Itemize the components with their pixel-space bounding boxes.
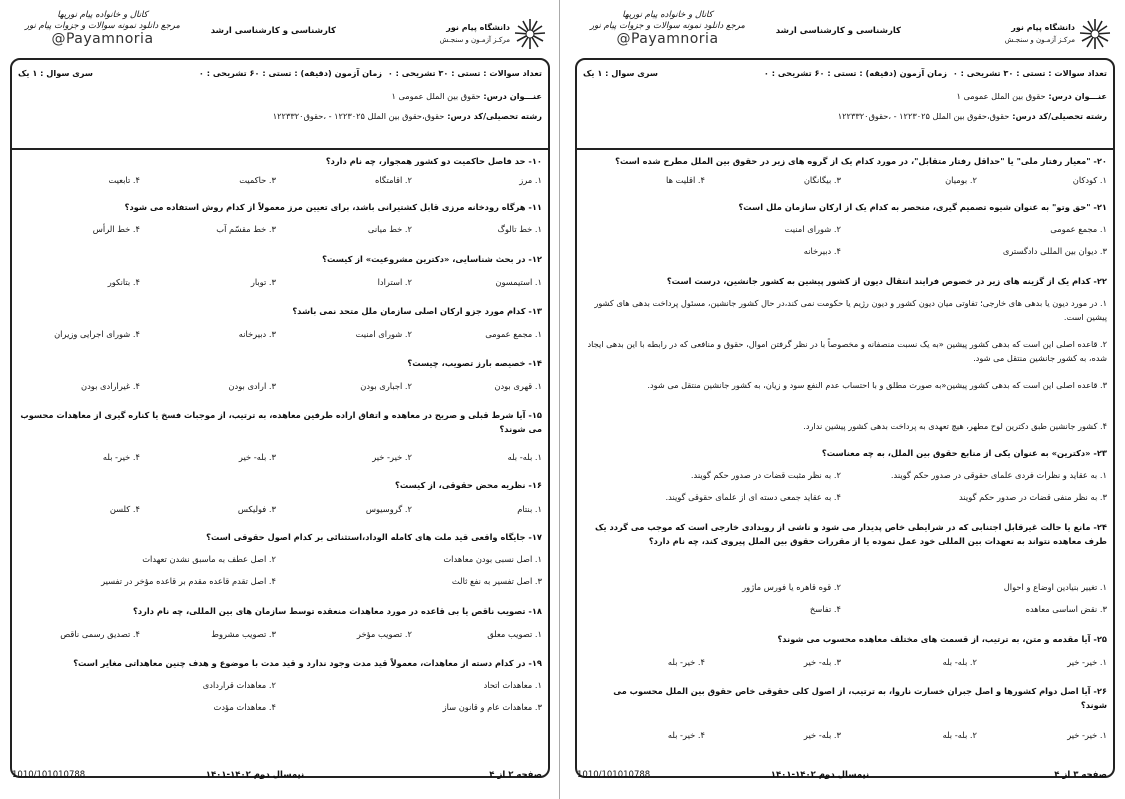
option-1[interactable]: ۱. به عقاید و نظرات فردی علمای حقوقی در صدور حکم گویند. — [890, 470, 1107, 480]
page-number: صفحه ۲ از ۴ — [489, 770, 542, 780]
option-3[interactable]: ۳. تصویب مشروط — [211, 629, 276, 639]
footer-rule — [1007, 776, 1037, 778]
question-text: ۲۱- "حق وتو" به عنوان شیوه تصمیم گیری، منحصر به کدام یک از ارکان سازمان ملل است؟ — [738, 202, 1107, 212]
option-2[interactable]: ۲. شورای امنیت — [355, 329, 412, 339]
option-1[interactable]: ۱. در مورد دیون یا بدهی های خارجی؛ تفاوتی میان دیون کشور و دیون رژیم یا حکومت نمی کند،در حال کشور جانشین، مسئول پرداخت بدهی های کشور پیشین است. — [594, 298, 1107, 322]
page-top-banner — [571, 10, 1119, 55]
question-10 — [20, 154, 542, 168]
question-16 — [20, 478, 542, 492]
course-field: حقوق،حقوق بین الملل ۱۲۲۳۰۲۵ - ،حقوق۱۲۲۳۳۲۰ — [837, 111, 1010, 121]
question-list — [12, 154, 548, 776]
footer-rule — [442, 776, 472, 778]
question-text: ۲۰- "معیار رفتار ملی" یا "حداقل رفتار متقابل"، در مورد کدام یک از گروه های زیر در حقوق بین الملل مطرح شده است؟ — [615, 156, 1107, 166]
channel-handle: @Payamnoria — [51, 31, 154, 47]
question-text: ۱۵- آیا شرط قبلی و صریح در معاهده و اتفاق اراده طرفین معاهده، به ترتیب، از موجبات فسخ یا کناره گیری از معاهدات محسوب می شوند؟ — [20, 410, 542, 434]
channel-handle: @Payamnoria — [616, 31, 719, 47]
option-4[interactable]: ۴. خیر- بله — [667, 657, 705, 667]
question-text: ۱۹- در کدام دسته از معاهدات، معمولاً قید مدت وجود ندارد و قید مدت با موضوع و هدف چنین معاهداتی مغایر است؟ — [73, 658, 542, 668]
question-text: ۲۶- آیا اصل دوام کشورها و اصل جبران خسارت ناروا، به ترتیب، از اصول کلی حقوقی خاص حقوق بین الملل محسوب می شوند؟ — [613, 686, 1107, 710]
page-footer — [8, 770, 552, 784]
exam-info-header — [12, 60, 548, 150]
course-title: حقوق بین الملل عمومی ۱ — [391, 91, 481, 101]
option-1[interactable]: ۱. اصل نسبی بودن معاهدات — [443, 554, 542, 564]
semester-label: نیمسال دوم ۱۴۰۲-۱۴۰۱ — [205, 770, 305, 780]
question-24 — [585, 520, 1107, 548]
question-26 — [585, 684, 1107, 712]
course-title: حقوق بین الملل عمومی ۱ — [956, 91, 1046, 101]
question-text: ۲۲- کدام یک از گزینه های زیر در خصوص فرایند انتقال دیون از کشور پیشین به کشور جانشین، درست است؟ — [666, 276, 1107, 286]
question-text: ۱۲- در بحث شناسایی، «دکترین مشروعیت» از کیست؟ — [322, 254, 542, 264]
footer-rule — [653, 776, 763, 778]
question-text: ۲۵- آیا مقدمه و متن، به ترتیب، از قسمت های مختلف معاهده محسوب می شوند؟ — [777, 634, 1107, 644]
page-top-banner — [6, 10, 554, 55]
sunburst-logo-icon — [1079, 18, 1111, 50]
option-1[interactable]: ۱. خط تالوگ — [497, 224, 542, 234]
option-4[interactable]: ۴. دبیرخانه — [803, 246, 841, 256]
exam-center-name: مرکـز آزمـون و سنجـش — [439, 36, 510, 44]
option-1[interactable]: ۱. بله- بله — [507, 452, 542, 462]
option-3[interactable]: ۳. بله- خیر — [803, 730, 841, 740]
option-3[interactable]: ۳. بیگانگان — [803, 175, 841, 185]
option-4[interactable]: ۴. خیر- بله — [102, 452, 140, 462]
option-1[interactable]: ۱. کودکان — [1072, 175, 1107, 185]
option-4[interactable]: ۴. معاهدات مؤدت — [213, 702, 276, 712]
exam-info-header — [577, 60, 1113, 150]
exam-code: 1010/101010788 — [577, 770, 651, 780]
course-title-label: عنـــوان درس: — [483, 91, 542, 101]
option-3[interactable]: ۳. ارادی بودن — [228, 381, 276, 391]
question-13 — [20, 304, 542, 318]
option-3[interactable]: ۳. خط مقسّم آب — [216, 224, 276, 234]
question-20 — [585, 154, 1107, 168]
course-field-row — [273, 111, 542, 121]
question-19 — [20, 656, 542, 670]
university-logo — [961, 14, 1111, 54]
exam-code: 1010/101010788 — [12, 770, 86, 780]
question-text: ۱۰- حد فاصل حاکمیت دو کشور همجوار، چه نام دارد؟ — [325, 156, 542, 166]
exam-frame — [575, 58, 1115, 778]
question-series: سری سوال : ۱ یک — [18, 68, 93, 78]
option-2[interactable]: ۲. بله- بله — [942, 730, 977, 740]
course-field: حقوق،حقوق بین الملل ۱۲۲۳۰۲۵ - ،حقوق۱۲۲۳۳۲۰ — [272, 111, 445, 121]
exam-center-name: مرکـز آزمـون و سنجـش — [1004, 36, 1075, 44]
option-4[interactable]: ۴. کشور جانشین طبق دکترین لوح مطهر، هیچ تعهدی به پرداخت بدهی کشور پیشین ندارد. — [803, 421, 1107, 431]
question-text: ۲۴- مانع یا حالت غیرقابل اجتنابی که در شرایطی خاص پدیدار می شود و ناشی از رویدادی خارجی است که موجب می گردد یک طرف معاهده نتواند به تعهدات بین المللی خود عمل نموده یا از مقررات حقوق بین الملل پیروی کند، چه نام دارد؟ — [594, 522, 1107, 546]
sunburst-logo-icon — [514, 18, 546, 50]
option-2[interactable]: ۲. شورای امنیت — [784, 224, 841, 234]
course-field-label: رشته تحصیلی/کد درس: — [1012, 111, 1107, 121]
option-4[interactable]: ۴. شورای اجرایی وزیران — [54, 329, 140, 339]
question-series: سری سوال : ۱ یک — [583, 68, 658, 78]
option-4[interactable]: ۴. غیرارادی بودن — [81, 381, 140, 391]
option-2[interactable]: ۲. اجباری بودن — [360, 381, 412, 391]
option-2[interactable]: ۲. خط میانی — [367, 224, 412, 234]
course-title-label: عنـــوان درس: — [1048, 91, 1107, 101]
option-4[interactable]: ۴. خط الرأس — [92, 224, 140, 234]
course-title-row — [956, 91, 1107, 101]
option-4[interactable]: ۴. به عقاید جمعی دسته ای از علمای حقوقی گویند. — [665, 492, 841, 502]
option-3[interactable]: ۳. دبیرخانه — [238, 329, 276, 339]
exam-page-2 — [6, 0, 554, 799]
question-text: ۱۸- تصویب ناقص یا بی قاعده در مورد معاهدات منعقده توسط سازمان های بین المللی، چه نام دارد؟ — [133, 606, 542, 616]
option-3[interactable]: ۳. حاکمیت — [239, 175, 276, 185]
page-divider — [559, 0, 560, 799]
option-2[interactable]: ۲. استرادا — [377, 277, 412, 287]
option-2[interactable]: ۲. اقامتگاه — [375, 175, 412, 185]
option-1[interactable]: ۱. مرز — [519, 175, 542, 185]
option-1[interactable]: ۱. تغییر بنیادین اوضاع و احوال — [1003, 582, 1107, 592]
course-title-row — [391, 91, 542, 101]
option-4[interactable]: ۴. اقلیت ها — [666, 175, 705, 185]
option-1[interactable]: ۱. استیمسون — [495, 277, 542, 287]
promo-line-1: کانال و خانواده پیام نوریها — [622, 10, 713, 20]
question-21 — [585, 200, 1107, 214]
course-field-row — [838, 111, 1107, 121]
option-1[interactable]: ۱. قهری بودن — [494, 381, 542, 391]
promo-block — [575, 10, 760, 45]
question-23 — [585, 446, 1107, 460]
option-2[interactable]: ۲. به نظر مثبت قضات در صدور حکم گویند. — [690, 470, 841, 480]
degree-title: کارشناسی و کارشناسی ارشد — [210, 26, 336, 36]
question-count: تعداد سوالات : تستی : ۳۰ تشریحی : ۰ — [387, 68, 542, 78]
exam-frame — [10, 58, 550, 778]
option-2[interactable]: ۲. قاعده اصلی این است که بدهی کشور پیشین «به یک نسبت منصفانه و مخصوصاً با در نظر گرفتن اموال، حقوق و منافعی که در رابطه با این بدهی ایجاد شده، به کشور جانشین منتقل می شود. — [587, 339, 1107, 363]
question-text: ۲۳- «دکترین» به عنوان یکی از منابع حقوق بین الملل، به چه معناست؟ — [821, 448, 1107, 458]
option-1[interactable]: ۱. معاهدات اتحاد — [483, 680, 542, 690]
option-1[interactable]: ۱. خیر- خیر — [1067, 657, 1107, 667]
option-2[interactable]: ۲. قوه قاهره یا فورس ماژور — [742, 582, 841, 592]
option-3[interactable]: ۳. معاهدات عام و قانون ساز — [442, 702, 542, 712]
option-1[interactable]: ۱. خیر- خیر — [1067, 730, 1107, 740]
exam-duration: زمان آزمون (دقیقه) : تستی : ۶۰ تشریحی : ۰ — [198, 68, 382, 78]
question-12 — [20, 252, 542, 266]
option-3[interactable]: ۳. بله- خیر — [803, 657, 841, 667]
option-3[interactable]: ۳. توبار — [250, 277, 276, 287]
semester-label: نیمسال دوم ۱۴۰۲-۱۴۰۱ — [770, 770, 870, 780]
course-field-label: رشته تحصیلی/کد درس: — [447, 111, 542, 121]
question-17 — [20, 530, 542, 544]
option-2[interactable]: ۲. بله- بله — [942, 657, 977, 667]
option-3[interactable]: ۳. فولیکس — [237, 504, 276, 514]
question-count: تعداد سوالات : تستی : ۳۰ تشریحی : ۰ — [952, 68, 1107, 78]
promo-line-2: مرجع دانلود نمونه سوالات و جزوات پیام نور — [590, 21, 745, 31]
question-text: ۱۷- جایگاه واقعی قید ملت های کامله الوداد،استثنائی بر کدام اصول حقوقی است؟ — [206, 532, 542, 542]
option-1[interactable]: ۱. تصویب معلق — [487, 629, 542, 639]
question-text: ۱۴- خصیصه بارز تصویب، چیست؟ — [407, 358, 542, 368]
university-name: دانشگاه پیام نور — [1011, 23, 1075, 32]
option-2[interactable]: ۲. گروسیوس — [365, 504, 412, 514]
option-4[interactable]: ۴. بتانکور — [107, 277, 140, 287]
question-14 — [20, 356, 542, 370]
option-4[interactable]: ۴. کلسن — [109, 504, 140, 514]
option-2[interactable]: ۲. معاهدات قراردادی — [202, 680, 276, 690]
option-3[interactable]: ۳. قاعده اصلی این است که بدهی کشور پیشین«به صورت مطلق و با احتساب عدم النفع سود و زیان، به کشور جانشین منتقل می شود. — [647, 380, 1107, 390]
option-2[interactable]: ۲. اصل عطف به ماسبق نشدن تعهدات — [142, 554, 276, 564]
question-11 — [20, 200, 542, 214]
option-3[interactable]: ۳. بله- خیر — [238, 452, 276, 462]
promo-block — [10, 10, 195, 45]
option-2[interactable]: ۲. بومیان — [945, 175, 977, 185]
page-footer — [573, 770, 1117, 784]
promo-line-1: کانال و خانواده پیام نوریها — [57, 10, 148, 20]
page-number: صفحه ۳ از ۴ — [1054, 770, 1107, 780]
question-25 — [585, 632, 1107, 646]
question-18 — [20, 604, 542, 618]
university-logo — [396, 14, 546, 54]
question-text: ۱۳- کدام مورد جزو ارکان اصلی سازمان ملل متحد نمی باشد؟ — [292, 306, 542, 316]
option-4[interactable]: ۴. تصدیق رسمی ناقص — [60, 629, 140, 639]
question-text: ۱۱- هرگاه رودخانه مرزی قابل کشتیرانی باشد، برای تعیین مرز معمولاً از کدام روش استفاده می شود؟ — [124, 202, 542, 212]
university-name: دانشگاه پیام نور — [446, 23, 510, 32]
option-4[interactable]: ۴. تفاسخ — [809, 604, 841, 614]
option-2[interactable]: ۲. خیر- خیر — [372, 452, 412, 462]
option-1[interactable]: ۱. مجمع عمومی — [485, 329, 542, 339]
exam-page-3 — [571, 0, 1119, 799]
degree-title: کارشناسی و کارشناسی ارشد — [775, 26, 901, 36]
option-3[interactable]: ۳. به نظر منفی قضات در صدور حکم گویند — [959, 492, 1107, 502]
question-list — [577, 154, 1113, 776]
option-3[interactable]: ۳. دیوان بین المللی دادگستری — [1002, 246, 1107, 256]
question-15 — [20, 408, 542, 436]
exam-duration: زمان آزمون (دقیقه) : تستی : ۶۰ تشریحی : ۰ — [763, 68, 947, 78]
option-1[interactable]: ۱. مجمع عمومی — [1050, 224, 1107, 234]
option-3[interactable]: ۳. نقض اساسی معاهده — [1025, 604, 1107, 614]
option-1[interactable]: ۱. بنتام — [517, 504, 542, 514]
promo-line-2: مرجع دانلود نمونه سوالات و جزوات پیام نور — [25, 21, 180, 31]
option-4[interactable]: ۴. خیر- بله — [667, 730, 705, 740]
question-22 — [585, 274, 1107, 288]
question-text: ۱۶- نظریه محض حقوقی، از کیست؟ — [395, 480, 542, 490]
option-4[interactable]: ۴. اصل تقدم قاعده مقدم بر قاعده مؤخر در تفسیر — [101, 576, 276, 586]
option-4[interactable]: ۴. تابعیت — [108, 175, 140, 185]
option-2[interactable]: ۲. تصویب مؤخر — [356, 629, 412, 639]
footer-rule — [88, 776, 198, 778]
option-3[interactable]: ۳. اصل تفسیر به نفع ثالث — [451, 576, 542, 586]
